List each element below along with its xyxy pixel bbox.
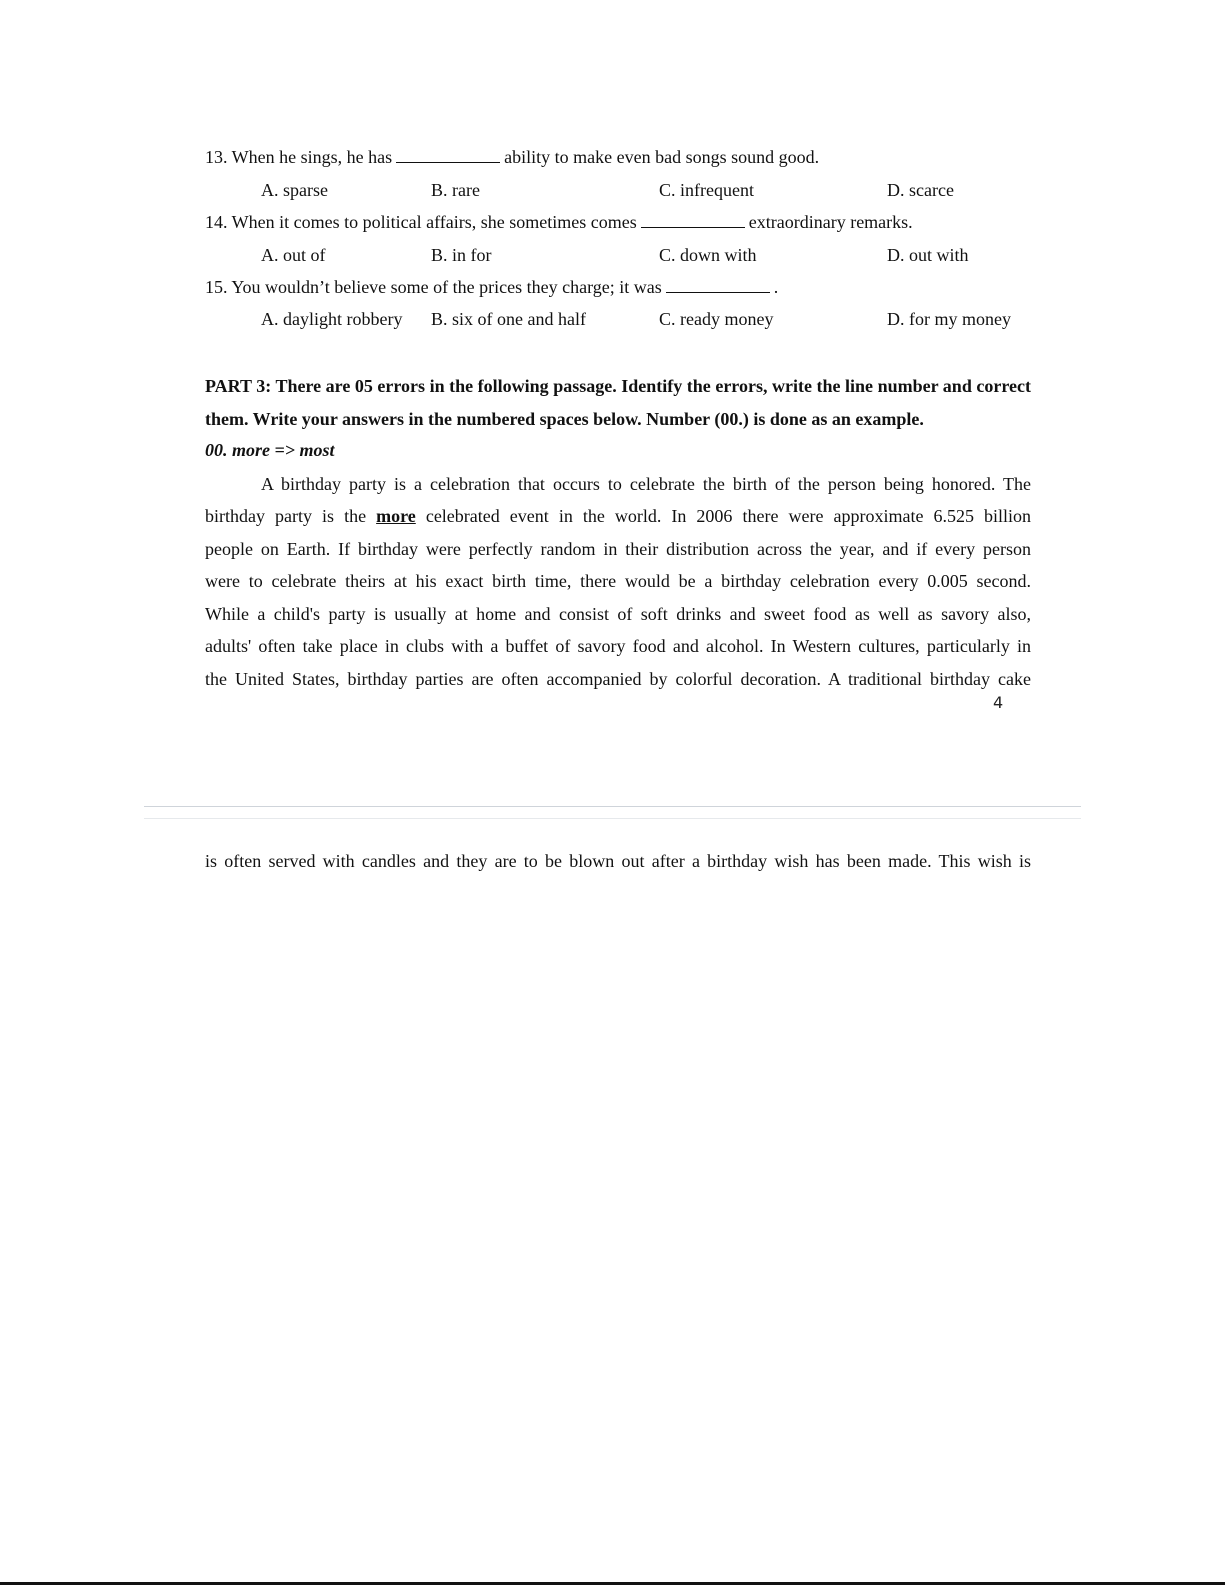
question-13-suffix: ability to make even bad songs sound good. bbox=[504, 147, 820, 167]
passage-line-3: people on Earth. If birthday were perfectly random in their distribution across the year, and if every person bbox=[205, 539, 1031, 559]
option-13-c: C. infrequent bbox=[659, 180, 754, 200]
answer-blank bbox=[641, 211, 745, 228]
option-14-c: C. down with bbox=[659, 245, 757, 265]
passage-line-1: A birthday party is a celebration that occurs to celebrate the birth of the person being honored. The bbox=[261, 474, 1031, 494]
answer-blank bbox=[396, 146, 500, 163]
option-15-d: D. for my money bbox=[887, 309, 1011, 329]
option-15-c: C. ready money bbox=[659, 309, 774, 329]
passage-line-2-after: celebrated event in the world. In 2006 there were approximate 6.525 billion bbox=[425, 506, 1032, 526]
option-13-a: A. sparse bbox=[261, 180, 328, 200]
option-14-d: D. out with bbox=[887, 245, 969, 265]
passage-line-5: While a child's party is usually at home and consist of soft drinks and sweet food as well as savory also, bbox=[205, 604, 1031, 624]
passage-line-7: the United States, birthday parties are often accompanied by colorful decoration. A traditional birthday cake bbox=[205, 669, 1031, 689]
page-break-divider-shadow bbox=[144, 818, 1081, 819]
question-13-prefix: 13. When he sings, he has bbox=[205, 147, 393, 167]
passage-line-2-before: birthday party is the bbox=[205, 506, 367, 526]
question-14-suffix: extraordinary remarks. bbox=[748, 212, 913, 232]
part3-heading: PART 3: There are 05 errors in the following passage. Identify the errors, write the line number and correct them. Write your answers in the numbered spaces below. Number (00.) is done as an example. bbox=[205, 376, 1031, 429]
question-14-prefix: 14. When it comes to political affairs, she sometimes comes bbox=[205, 212, 637, 232]
option-13-b: B. rare bbox=[431, 180, 480, 200]
underlined-word: more bbox=[376, 506, 416, 526]
question-13 bbox=[205, 146, 819, 168]
option-14-b: B. in for bbox=[431, 245, 492, 265]
part3-example: 00. more => most bbox=[205, 440, 335, 460]
question-15 bbox=[205, 276, 778, 298]
answer-blank bbox=[666, 276, 770, 293]
question-15-prefix: 15. You wouldn’t believe some of the prices they charge; it was bbox=[205, 277, 662, 297]
option-14-a: A. out of bbox=[261, 245, 326, 265]
page-number: 4 bbox=[993, 693, 1004, 712]
passage-line-6: adults' often take place in clubs with a buffet of savory food and alcohol. In Western cultures, particularly in bbox=[205, 636, 1031, 656]
next-page-line: is often served with candles and they are to be blown out after a birthday wish has been made. This wish is bbox=[205, 851, 1031, 871]
option-15-a: A. daylight robbery bbox=[261, 309, 403, 329]
passage-line-4: were to celebrate theirs at his exact birth time, there would be a birthday celebration every 0.005 second. bbox=[205, 571, 1031, 591]
page-break-divider bbox=[144, 806, 1081, 807]
passage-line-2 bbox=[205, 505, 1031, 527]
option-13-d: D. scarce bbox=[887, 180, 954, 200]
question-15-suffix: . bbox=[773, 277, 779, 297]
question-14 bbox=[205, 211, 913, 233]
option-15-b: B. six of one and half bbox=[431, 309, 586, 329]
